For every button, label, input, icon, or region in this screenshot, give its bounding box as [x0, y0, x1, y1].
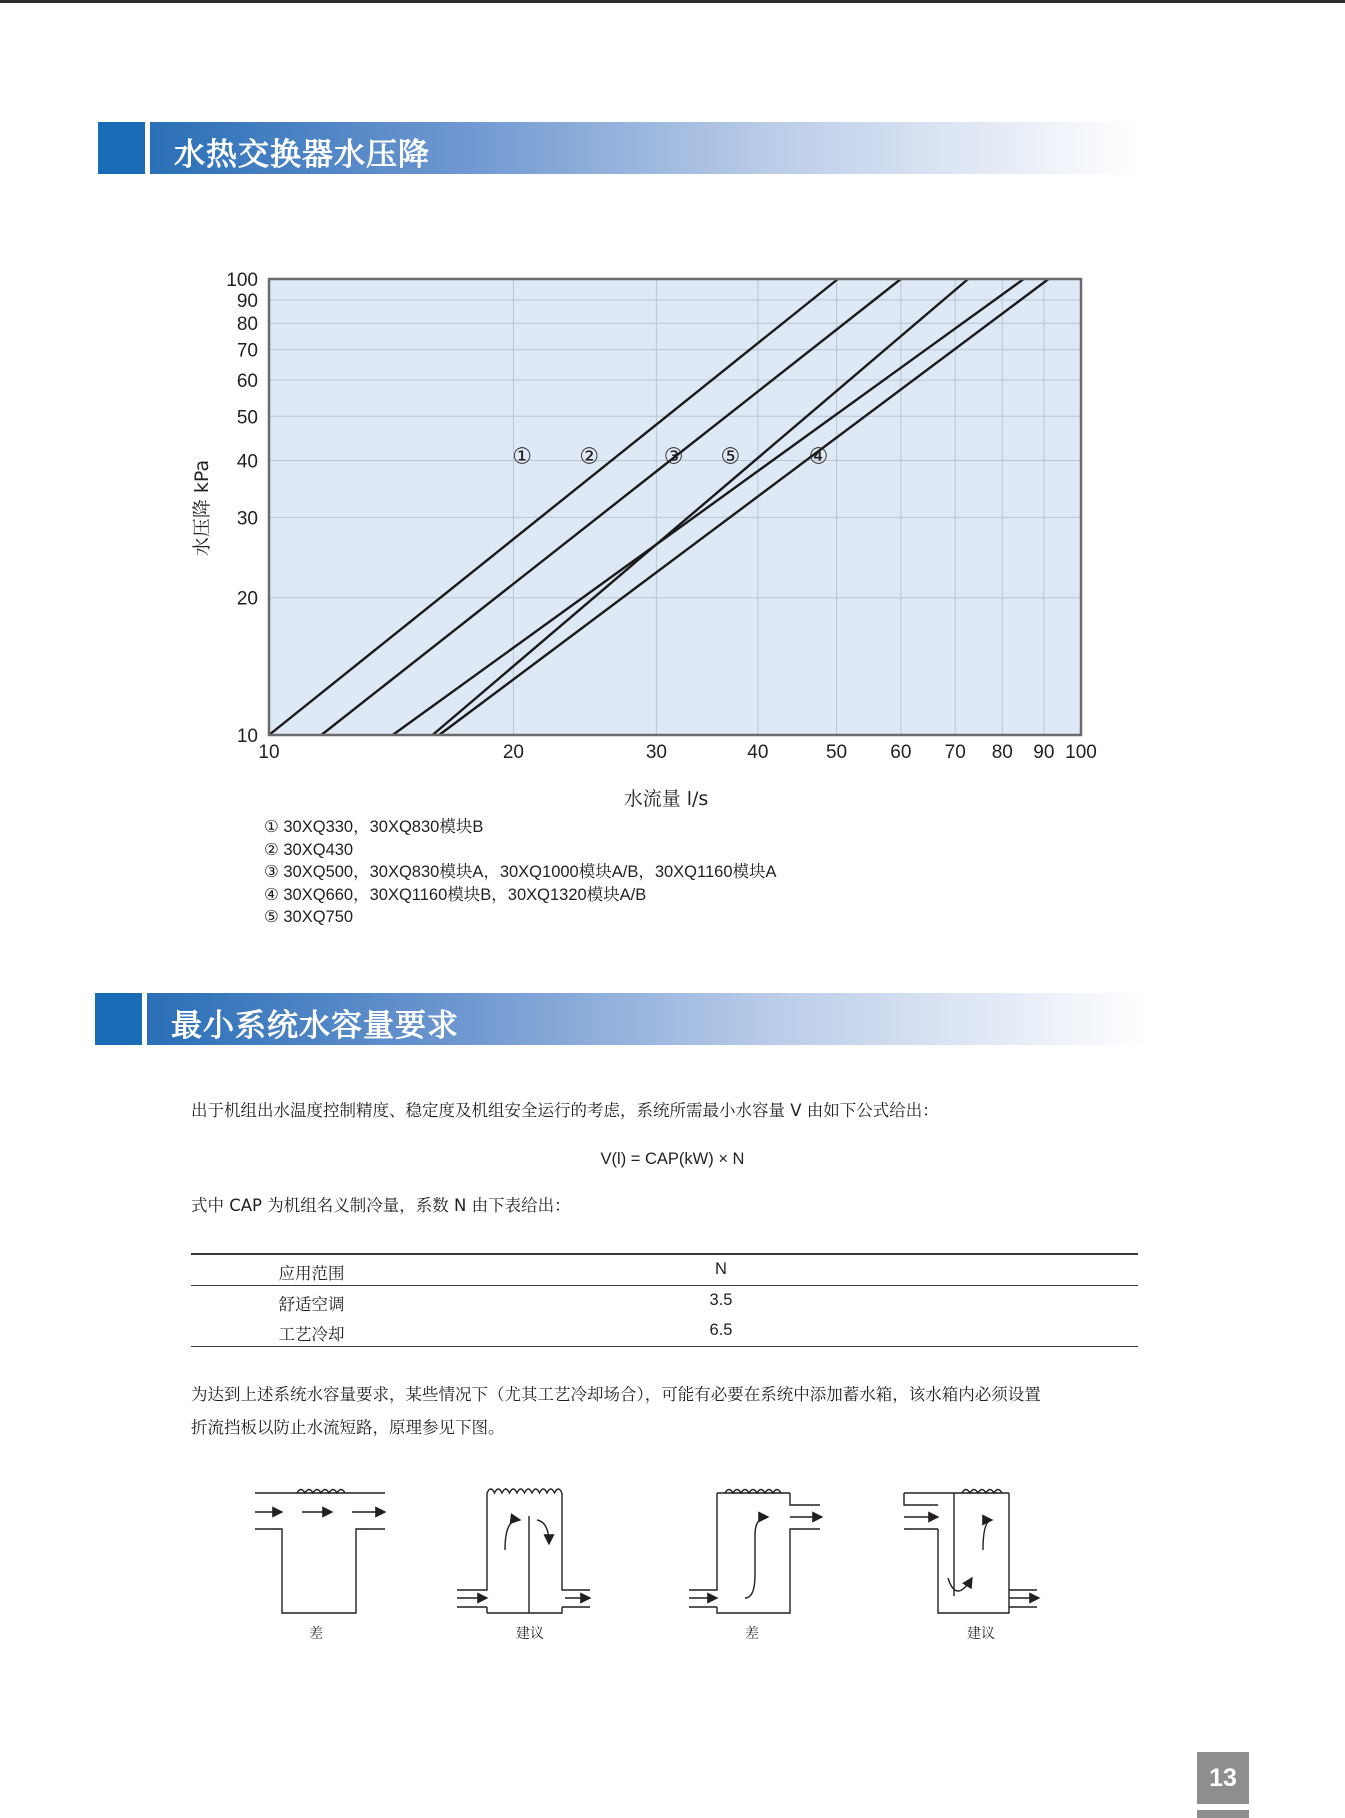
chart-legend — [264, 816, 777, 929]
y-tick-label: 30 — [236, 508, 258, 530]
series-marker-label: ④ — [808, 444, 829, 470]
y-tick-label: 70 — [236, 340, 258, 362]
table-row — [191, 1286, 1138, 1316]
legend-item: ④ 30XQ660，30XQ1160模块B，30XQ1320模块A/B — [264, 885, 647, 904]
x-tick-label: 10 — [258, 742, 280, 763]
tank-diagram-poor-2 — [689, 1490, 822, 1614]
x-tick-label: 30 — [645, 742, 667, 763]
legend-item: ① 30XQ330，30XQ830模块B — [264, 818, 484, 836]
legend-item: ③ 30XQ500，30XQ830模块A，30XQ1000模块A/B，30XQ1160模块A — [264, 863, 777, 881]
legend-item: ⑤ 30XQ750 — [264, 908, 354, 926]
tank-diagram-poor-1 — [255, 1490, 385, 1614]
table-row — [191, 1316, 1138, 1346]
y-axis-label: 水压降 kPa — [191, 459, 213, 557]
x-axis-label: 水流量 l/s — [623, 788, 709, 810]
advice-paragraph-line1: 为达到上述系统水容量要求，某些情况下（尤其工艺冷却场合），可能有必要在系统中添加蓄水箱，该水箱内必须设置 — [191, 1385, 1041, 1404]
table-cell: 6.5 — [709, 1320, 733, 1339]
plot-area — [269, 279, 1081, 735]
formula: V(l) = CAP(kW) × N — [600, 1150, 745, 1168]
y-tick-label: 100 — [226, 270, 258, 291]
table-cell: 工艺冷却 — [278, 1324, 345, 1344]
x-tick-label: 70 — [944, 742, 966, 763]
diagram-caption: 差 — [745, 1626, 759, 1642]
page-number: 13 — [1197, 1752, 1249, 1804]
legend-item: ② 30XQ430 — [264, 840, 354, 859]
coefficient-table — [191, 1253, 1138, 1347]
series-marker-label: ② — [579, 444, 600, 470]
x-tick-label: 100 — [1065, 742, 1097, 763]
formula-note: 式中 CAP 为机组名义制冷量，系数 N 由下表给出： — [191, 1196, 571, 1215]
series-marker-label: ① — [512, 444, 533, 470]
x-tick-label: 90 — [1033, 742, 1055, 763]
tank-diagram-recommended-2 — [904, 1490, 1039, 1614]
y-tick-label: 10 — [236, 726, 258, 747]
diagram-caption: 建议 — [967, 1626, 995, 1642]
tank-diagram-recommended-1 — [457, 1489, 590, 1613]
y-tick-label: 20 — [236, 588, 258, 610]
x-tick-label: 60 — [890, 742, 912, 763]
section-title: 水热交换器水压降 — [174, 137, 430, 173]
table-header: N — [715, 1259, 727, 1278]
banner-block — [95, 993, 142, 1045]
x-tick-label: 20 — [502, 742, 525, 763]
intro-paragraph: 出于机组出水温度控制精度、稳定度及机组安全运行的考虑，系统所需最小水容量 V 由如下公式给出： — [191, 1101, 939, 1120]
table-header: 应用范围 — [278, 1263, 345, 1283]
x-tick-label: 50 — [825, 742, 848, 763]
diagram-caption: 建议 — [516, 1626, 544, 1642]
table-cell: 3.5 — [709, 1290, 733, 1309]
tank-diagrams — [0, 1480, 1345, 1650]
diagram-caption: 差 — [309, 1626, 323, 1642]
y-tick-label: 80 — [236, 314, 258, 336]
y-tick-label: 40 — [236, 451, 258, 473]
y-tick-label: 90 — [236, 290, 258, 312]
section-title: 最小系统水容量要求 — [171, 1008, 459, 1044]
advice-paragraph-line2: 折流挡板以防止水流短路，原理参见下图。 — [191, 1418, 505, 1437]
x-tick-label: 40 — [747, 742, 769, 763]
table-cell: 舒适空调 — [278, 1294, 345, 1314]
y-tick-label: 60 — [236, 371, 258, 393]
section-banner-min-volume — [95, 993, 1150, 1045]
table-header-row — [191, 1255, 1138, 1285]
series-marker-label: ③ — [663, 444, 684, 470]
x-tick-label: 80 — [991, 742, 1013, 763]
series-marker-label: ⑤ — [720, 444, 741, 470]
y-tick-label: 50 — [236, 407, 258, 429]
